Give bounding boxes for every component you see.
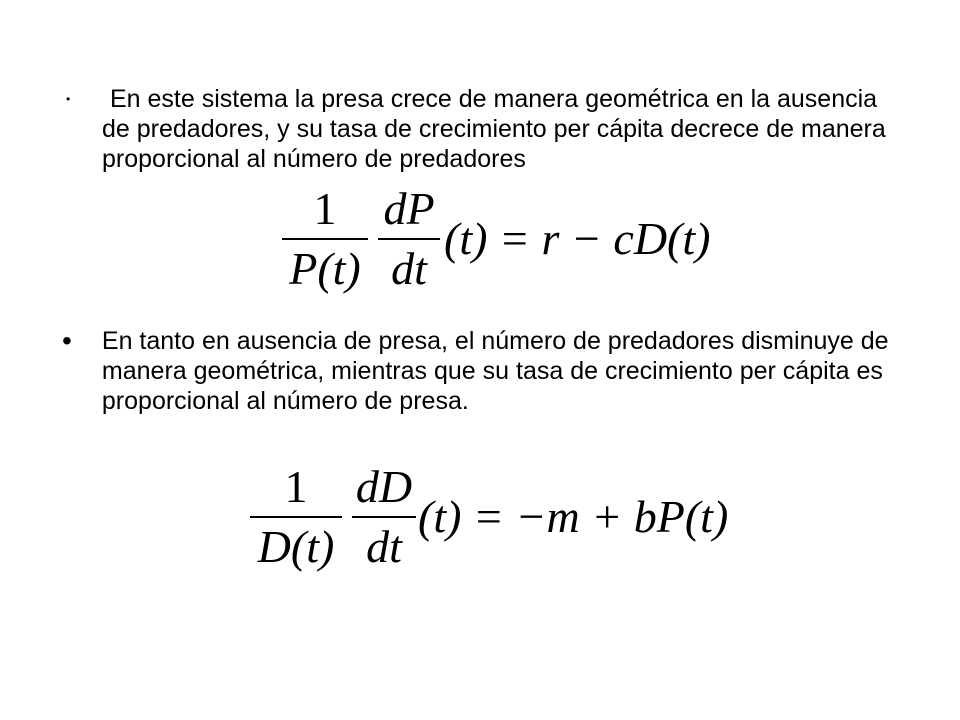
- fraction-bar: [378, 238, 440, 240]
- fraction-bar: [250, 516, 342, 518]
- equation-rhs: (t) = r − cD(t): [444, 213, 711, 264]
- fraction-denominator: D(t): [257, 521, 335, 572]
- fraction-bar: [352, 516, 416, 518]
- derivative-numerator: dP: [383, 183, 435, 234]
- derivative-denominator: dt: [391, 243, 427, 294]
- fraction-numerator: 1: [284, 461, 308, 512]
- fraction-denominator: P(t): [289, 243, 361, 294]
- bullet-item-predator: [60, 326, 920, 416]
- bullet-item-prey: [60, 84, 900, 174]
- derivative-numerator: dD: [355, 461, 413, 512]
- equation-prey: [282, 183, 711, 304]
- fraction-one-over-p: [282, 184, 368, 294]
- equation-predator: [250, 461, 729, 582]
- fraction-one-over-d: [250, 462, 342, 572]
- equation-rhs: (t) = −m + bP(t): [418, 491, 729, 542]
- derivative-denominator: dt: [366, 521, 402, 572]
- fraction-numerator: 1: [313, 183, 337, 234]
- bullet-text-predator: En tanto en ausencia de presa, el número de predadores disminuye de manera geométrica, mientras que su tasa de crecimiento per cápita es proporcional al número de presa.: [101, 327, 889, 415]
- bullet-marker: •: [66, 92, 71, 106]
- bullet-marker: •: [62, 325, 72, 356]
- bullet-text-prey: En este sistema la presa crece de manera geométrica en la ausencia de predadores, y su tasa de crecimiento per cápita decrece de manera proporcional al número de predadores: [102, 85, 886, 173]
- fraction-derivative: [378, 184, 440, 294]
- fraction-bar: [282, 238, 368, 240]
- fraction-derivative: [352, 462, 416, 572]
